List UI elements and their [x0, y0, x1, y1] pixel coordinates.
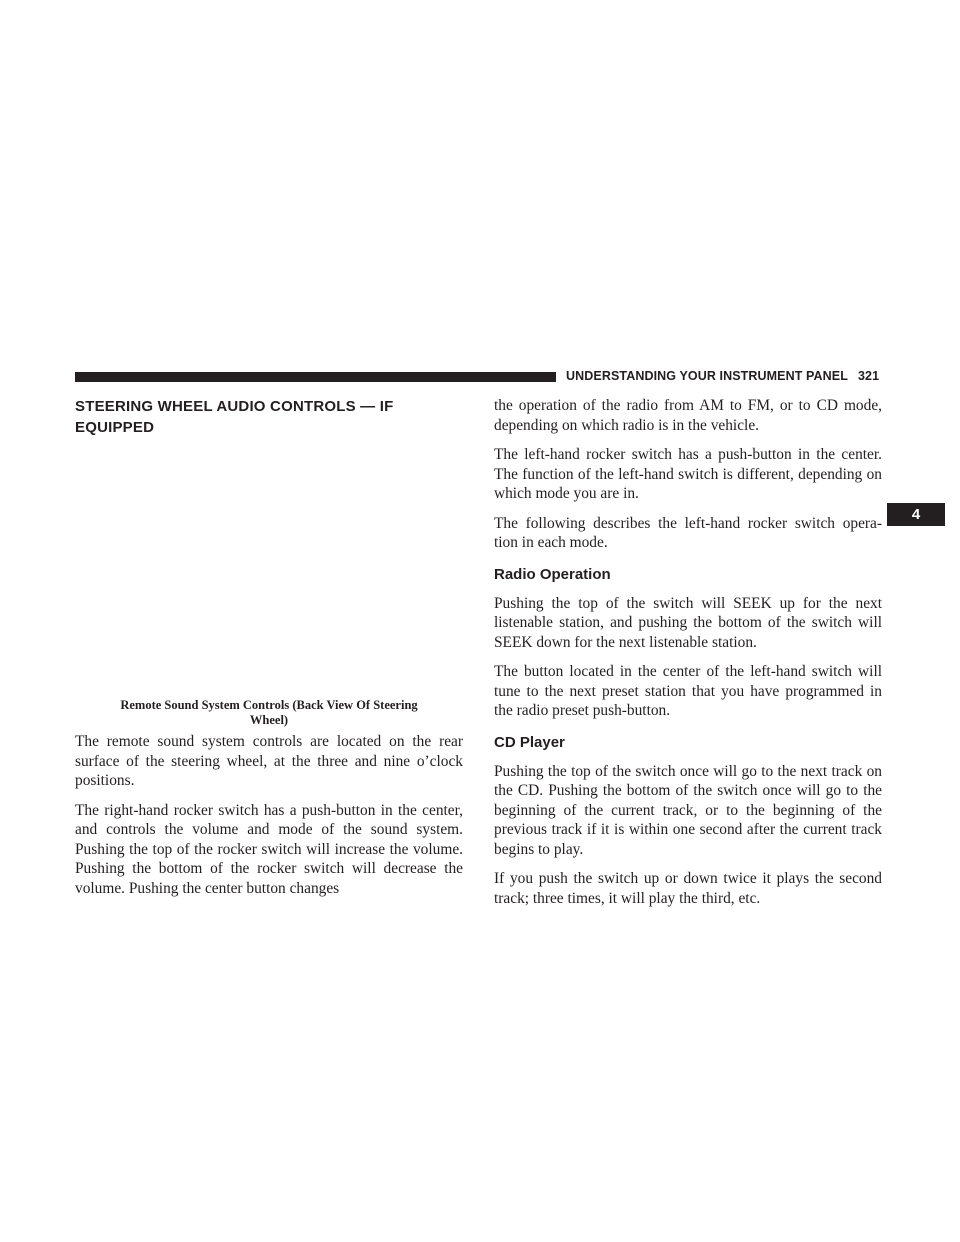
paragraph: The left-hand rocker switch has a push-button in the center. The function of the left-hand switch is different, depending on which mode you are in.: [494, 446, 882, 502]
figure-placeholder: [75, 438, 463, 698]
caption-line-2: Wheel): [249, 713, 289, 727]
section-title-line-2: EQUIPPED: [75, 419, 155, 436]
header-rule: [75, 372, 556, 382]
radio-operation-heading: Radio Operation: [494, 565, 611, 583]
paragraph: The button located in the center of the left-hand switch will tune to the next preset station that you have programmed in the radio preset push-button.: [494, 663, 882, 719]
running-header: [566, 369, 879, 383]
section-title-line-1: STEERING WHEEL AUDIO CONTROLS — IF: [75, 398, 394, 415]
caption-line-1: Remote Sound System Controls (Back View Of Steering: [120, 698, 418, 712]
paragraph: the operation of the radio from AM to FM, or to CD mode, depending on which radio is in the vehicle.: [494, 397, 882, 434]
page-number: 321: [857, 369, 880, 383]
right-column: [494, 396, 882, 918]
paragraph: Pushing the top of the switch will SEEK up for the next listenable station, and pushing the bottom of the switch will SEEK down for the next listenable station.: [494, 594, 882, 651]
header-section-title: UNDERSTANDING YOUR INSTRUMENT PANEL: [566, 369, 848, 383]
figure-caption: [75, 698, 463, 728]
paragraph: If you push the switch up or down twice it plays the second track; three times, it will play the third, etc.: [494, 870, 882, 907]
paragraph: The remote sound system controls are located on the rear surface of the steering wheel, at the three and nine o’clock positions.: [75, 733, 463, 789]
paragraph: The following describes the left-hand rocker switch opera- tion in each mode.: [494, 514, 882, 551]
cd-player-heading: CD Player: [494, 733, 565, 751]
section-title: [75, 396, 463, 438]
chapter-tab: 4: [887, 503, 945, 526]
left-column: [75, 396, 463, 908]
paragraph: Pushing the top of the switch once will go to the next track on the CD. Pushing the bottom of the switch once will go to the beginning of the current track, or to the beginning of the previous track if it is within one second after the current track begins to play.: [494, 762, 882, 858]
paragraph: The right-hand rocker switch has a push-button in the center, and controls the volume and mode of the sound system. Pushing the top of the rocker switch will increase the volume. Pushing the bottom of the rocker switch will decrease the volume. Pushing the center button changes: [75, 801, 463, 897]
